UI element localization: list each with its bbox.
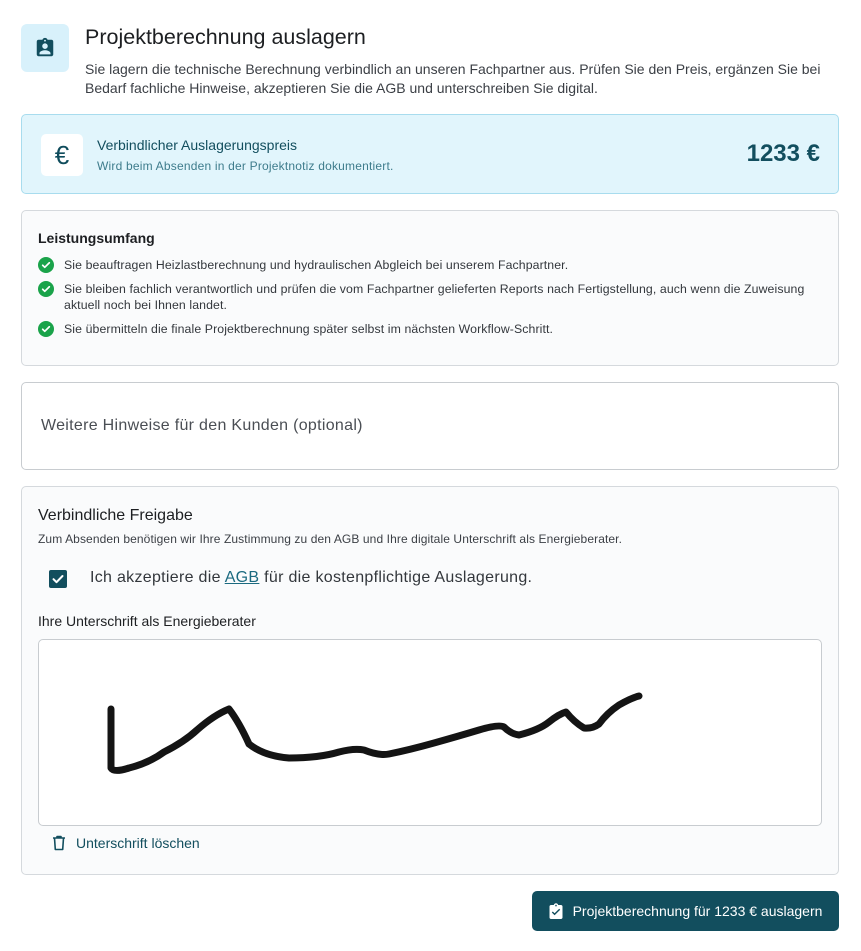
scope-item-text: Sie übermitteln die finale Projektberechnung später selbst im nächsten Workflow-Schritt. <box>64 322 554 336</box>
check-circle-icon <box>38 257 54 273</box>
agb-prefix: Ich akzeptiere die <box>90 569 221 586</box>
page-description: Sie lagern die technische Berechnung verbindlich an unseren Fachpartner aus. Prüfen Sie den Preis, ergänzen Sie bei Bedarf fachliche Hinweise, akzeptieren Sie die AGB und unterschreiben Sie digital. <box>85 61 821 96</box>
trash-icon <box>52 835 66 851</box>
submit-label: Projektberechnung für 1233 € auslagern <box>572 903 823 919</box>
list-item <box>38 257 818 273</box>
scope-item-text: Sie beauftragen Heizlastberechnung und hydraulischen Abgleich bei unserem Fachpartner. <box>64 258 569 272</box>
scope-item-text: Sie bleiben fachlich verantwortlich und prüfen die vom Fachpartner gelieferten Reports nach Fertigstellung, auch wenn die Zuweisung aktuell noch bei Ihnen landet. <box>64 282 805 312</box>
agb-link[interactable]: AGB <box>224 569 260 586</box>
signature-stroke <box>39 640 823 827</box>
price-value: 1233 € <box>746 140 820 167</box>
release-card <box>21 486 839 875</box>
scope-list <box>38 257 818 345</box>
price-label: Verbindlicher Auslagerungspreis <box>97 137 298 153</box>
release-title: Verbindliche Freigabe <box>38 507 193 524</box>
check-circle-icon <box>38 281 54 297</box>
notes-input[interactable] <box>22 383 838 469</box>
signature-pad[interactable] <box>38 639 822 826</box>
clipboard-account-icon <box>21 24 69 72</box>
list-item <box>38 281 818 313</box>
price-subtext: Wird beim Absenden in der Projektnotiz dokumentiert. <box>97 159 394 173</box>
agb-label <box>90 569 532 587</box>
agb-suffix: für die kostenpflichtige Auslagerung. <box>264 569 533 586</box>
page-title: Projektberechnung auslagern <box>85 25 366 49</box>
submit-button[interactable] <box>532 891 839 931</box>
notes-field-container <box>21 382 839 470</box>
euro-icon: € <box>41 134 83 176</box>
clear-signature-label: Unterschrift löschen <box>76 835 200 851</box>
price-card <box>21 114 839 194</box>
agb-checkbox[interactable] <box>49 570 67 588</box>
clipboard-check-icon <box>549 903 563 919</box>
scope-card <box>21 210 839 366</box>
scope-title: Leistungsumfang <box>38 230 155 246</box>
release-description: Zum Absenden benötigen wir Ihre Zustimmung zu den AGB und Ihre digitale Unterschrift als Energieberater. <box>38 532 623 546</box>
clear-signature-button[interactable] <box>52 833 200 853</box>
signature-label: Ihre Unterschrift als Energieberater <box>38 613 256 629</box>
check-circle-icon <box>38 321 54 337</box>
list-item <box>38 321 818 337</box>
